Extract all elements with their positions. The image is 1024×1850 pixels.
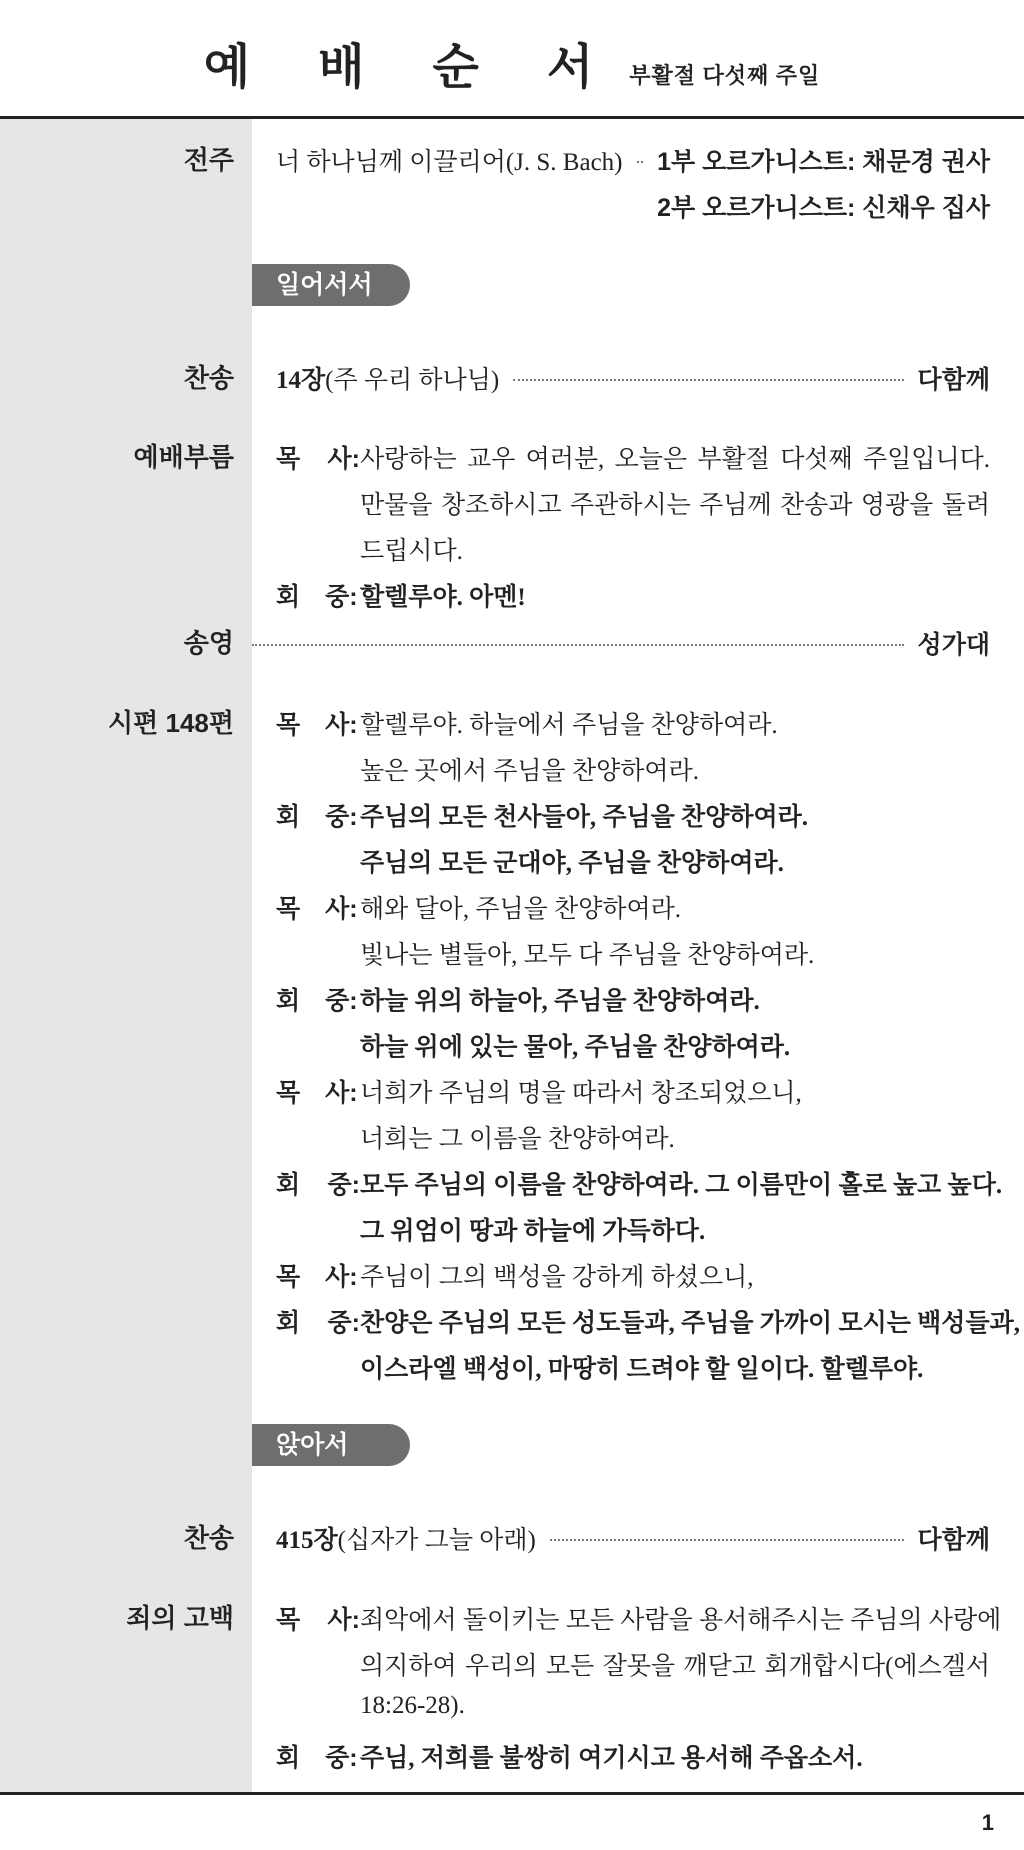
psalm-line: 하늘 위에 있는 물아, 주님을 찬양하여라. — [360, 1034, 791, 1061]
hymn2-number: 415장 — [276, 1527, 338, 1554]
hymn1-performer: 다함께 — [917, 366, 990, 394]
prelude-label: 전주 — [183, 145, 234, 175]
hymn1-row — [276, 360, 990, 396]
hymn2-row — [276, 1520, 990, 1556]
psalm-line: 그 위엄이 땅과 하늘에 가득하다. — [360, 1218, 706, 1245]
confession-line: 목 사:죄악에서 돌이키는 모든 사람을 용서해주시는 주님의 사랑에 — [276, 1606, 1002, 1634]
call-label: 예배부름 — [133, 442, 234, 472]
prelude-organist-1: 1부 오르가니스트: 채문경 권사 — [657, 148, 990, 176]
prelude-row — [276, 142, 990, 178]
psalm-line: 회 중:하늘 위의 하늘아, 주님을 찬양하여라. — [276, 987, 760, 1015]
psalm-line: 이스라엘 백성이, 마땅히 드려야 할 일이다. 할렐루야. — [360, 1356, 924, 1383]
anthem-row — [252, 625, 990, 661]
hymn2-label: 찬송 — [183, 1523, 234, 1553]
call-line: 목 사:사랑하는 교우 여러분, 오늘은 부활절 다섯째 주일입니다. — [276, 439, 990, 475]
hymn1-label: 찬송 — [183, 363, 234, 393]
prelude-organist-2: 2부 오르가니스트: 신채우 집사 — [657, 194, 990, 222]
call-line: 회 중:할렐루야. 아멘! — [276, 577, 990, 613]
psalm-line: 회 중:주님의 모든 천사들아, 주님을 찬양하여라. — [276, 803, 809, 831]
hymn2-title: (십자가 그늘 아래) — [337, 1527, 536, 1554]
speaker: 목 사: — [276, 445, 360, 473]
hymn1-title: (주 우리 하나님) — [325, 367, 500, 394]
psalm-line: 회 중:찬양은 주님의 모든 성도들과, 주님을 가까이 모시는 백성들과, — [276, 1309, 1021, 1337]
header-divider — [0, 116, 1024, 119]
prelude-piece: 너 하나님께 이끌리어(J. S. Bach) — [276, 149, 623, 176]
call-line: 만물을 창조하시고 주관하시는 주님께 찬송과 영광을 돌려 — [360, 492, 990, 519]
psalm-label: 시편 148편 — [108, 708, 234, 738]
psalm-line: 목 사:할렐루야. 하늘에서 주님을 찬양하여라. — [276, 711, 778, 739]
call-line: 드립시다. — [360, 538, 463, 565]
psalm-line: 목 사:너희가 주님의 명을 따라서 창조되었으니, — [276, 1079, 802, 1107]
stand-badge: 일어서서 — [252, 264, 410, 306]
confession-line: 의지하여 우리의 모든 잘못을 깨닫고 회개합시다(에스겔서 — [360, 1653, 990, 1680]
psalm-line: 빛나는 별들아, 모두 다 주님을 찬양하여라. — [360, 942, 815, 969]
dotted-leader — [550, 1539, 904, 1541]
anthem-label: 송영 — [183, 628, 234, 658]
confession-line: 회 중:주님, 저희를 불쌍히 여기시고 용서해 주옵소서. — [276, 1744, 863, 1772]
psalm-line: 회 중:모두 주님의 이름을 찬양하여라. 그 이름만이 홀로 높고 높다. — [276, 1171, 1003, 1199]
psalm-line: 주님의 모든 군대야, 주님을 찬양하여라. — [360, 850, 784, 877]
page-subtitle: 부활절 다섯째 주일 — [629, 63, 821, 88]
sit-badge: 앉아서 — [252, 1424, 410, 1466]
page-number: 1 — [981, 1810, 994, 1835]
hymn2-performer: 다함께 — [917, 1526, 990, 1554]
speaker: 회 중: — [276, 583, 358, 611]
confession-label: 죄의 고백 — [126, 1603, 234, 1633]
footer-divider — [0, 1792, 1024, 1795]
psalm-line: 목 사:주님이 그의 백성을 강하게 하셨으니, — [276, 1263, 754, 1291]
psalm-line: 목 사:해와 달아, 주님을 찬양하여라. — [276, 895, 682, 923]
psalm-line: 높은 곳에서 주님을 찬양하여라. — [360, 758, 699, 785]
confession-line: 18:26-28). — [360, 1692, 465, 1719]
dotted-leader — [252, 644, 904, 646]
anthem-performer: 성가대 — [917, 631, 990, 659]
dotted-leader — [513, 379, 903, 381]
page-title: 예 배 순 서 — [203, 41, 622, 94]
dotted-leader — [637, 161, 644, 163]
hymn1-number: 14장 — [276, 367, 326, 394]
bulletin-header — [0, 28, 1024, 97]
psalm-line: 너희는 그 이름을 찬양하여라. — [360, 1126, 675, 1153]
